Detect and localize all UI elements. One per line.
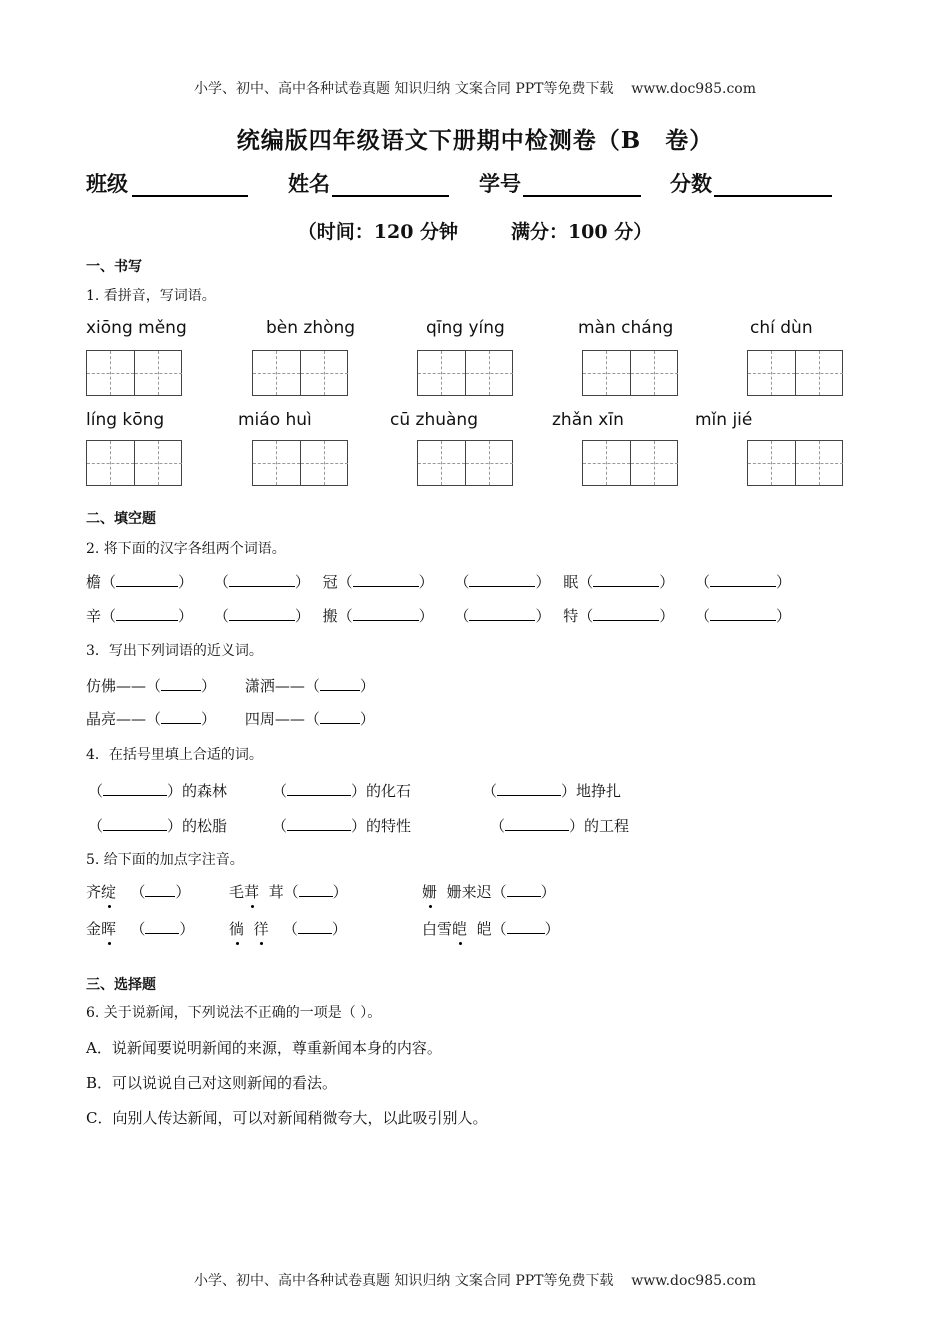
q5-item: 毛茸 茸（ ） [229, 883, 348, 901]
answer-blank[interactable] [229, 572, 295, 587]
writing-grid[interactable] [252, 350, 348, 396]
answer-blank[interactable] [161, 676, 201, 691]
q2-char: 特 [563, 607, 579, 625]
exam-title: 统编版四年级语文下册期中检测卷（B 卷） [236, 127, 714, 154]
pinyin-4: màn cháng [578, 318, 674, 338]
writing-grid[interactable] [417, 440, 513, 486]
writing-grid[interactable] [86, 350, 182, 396]
page-header: 小学、初中、高中各种试卷真题 知识归纳 文案合同 PPT等免费下载 www.doc985.com [193, 81, 756, 97]
q2-char: 眠 [563, 573, 579, 591]
q6-prompt: 6. 关于说新闻，下列说法不正确的一项是（ ）。 [86, 1005, 382, 1021]
pinyin-7: miáo huì [238, 410, 312, 430]
answer-blank[interactable] [145, 882, 175, 897]
pinyin-6: líng kōng [86, 410, 165, 430]
pinyin-2: bèn zhòng [266, 318, 356, 338]
answer-blank[interactable] [593, 572, 659, 587]
pinyin-10: mǐn jié [695, 410, 753, 430]
answer-blank[interactable] [710, 572, 776, 587]
q5-item: 徜 徉 （ ） [229, 920, 347, 938]
q3-prompt: 3．写出下列词语的近义词。 [86, 643, 263, 659]
answer-blank[interactable] [710, 606, 776, 621]
q2-prompt: 2. 将下面的汉字各组两个词语。 [86, 541, 286, 557]
answer-blank[interactable] [116, 606, 178, 621]
q5-prompt: 5. 给下面的加点字注音。 [86, 852, 244, 868]
number-label: 学号 [479, 172, 521, 196]
answer-blank[interactable] [593, 606, 659, 621]
q2-char: 搬 [322, 607, 338, 625]
q4-item: （ ）地挣扎 [482, 782, 622, 800]
q5-item: 齐绽 （ ） [86, 883, 191, 901]
score-field[interactable] [714, 195, 832, 197]
class-field[interactable] [132, 195, 248, 197]
time-score-line: （时间：120 分钟 满分：100 分） [297, 221, 653, 243]
pinyin-3: qīng yíng [426, 318, 505, 338]
section2-heading: 二、填空题 [86, 511, 156, 527]
q4-prompt: 4．在括号里填上合适的词。 [86, 747, 263, 763]
q1-prompt: 1. 看拼音，写词语。 [86, 288, 216, 304]
q3-word: 潇洒—— [244, 677, 305, 695]
page-footer: 小学、初中、高中各种试卷真题 知识归纳 文案合同 PPT等免费下载 www.doc985.com [193, 1273, 756, 1289]
q3-word: 仿佛—— [86, 677, 147, 695]
score-label: 分数 [670, 172, 712, 196]
answer-blank[interactable] [299, 882, 333, 897]
class-label: 班级 [86, 172, 128, 196]
answer-blank[interactable] [353, 572, 419, 587]
option-c[interactable]: C．向别人传达新闻，可以对新闻稍微夸大，以此吸引别人。 [86, 1109, 488, 1127]
q4-item: （ ）的森林 [88, 782, 228, 800]
q2-char: 冠 [322, 573, 338, 591]
q5-item: 白雪皑 皑（ ） [422, 920, 560, 938]
number-field[interactable] [523, 195, 641, 197]
writing-grid[interactable] [86, 440, 182, 486]
q3-word: 晶亮—— [86, 710, 147, 728]
answer-blank[interactable] [497, 781, 561, 796]
writing-grid[interactable] [582, 350, 678, 396]
answer-blank[interactable] [116, 572, 178, 587]
answer-blank[interactable] [145, 919, 179, 934]
answer-blank[interactable] [507, 919, 545, 934]
answer-blank[interactable] [287, 816, 351, 831]
q4-item: （ ）的工程 [490, 817, 630, 835]
answer-blank[interactable] [469, 572, 535, 587]
answer-blank[interactable] [507, 882, 541, 897]
name-field[interactable] [332, 195, 449, 197]
name-label: 姓名 [288, 172, 330, 196]
answer-blank[interactable] [161, 709, 201, 724]
answer-blank[interactable] [320, 709, 360, 724]
writing-grid[interactable] [417, 350, 513, 396]
q3-row-2: 晶亮——（ ） 四周——（ ） [86, 710, 375, 728]
answer-blank[interactable] [320, 676, 360, 691]
writing-grid[interactable] [747, 440, 843, 486]
answer-blank[interactable] [353, 606, 419, 621]
pinyin-1: xiōng měng [86, 318, 187, 338]
q2-row-1: 檐（ ） （ ） 冠（ ） （ ） 眠（ ） （ ） [86, 573, 792, 591]
answer-blank[interactable] [505, 816, 569, 831]
pinyin-9: zhǎn xīn [552, 410, 624, 430]
q4-item: （ ）的特性 [272, 817, 412, 835]
q3-row-1: 仿佛——（ ） 潇洒——（ ） [86, 677, 375, 695]
q4-item: （ ）的松脂 [88, 817, 228, 835]
answer-blank[interactable] [103, 781, 167, 796]
q5-item: 金晖 （ ） [86, 920, 195, 938]
answer-blank[interactable] [103, 816, 167, 831]
q2-row-2: 辛（ ） （ ） 搬（ ） （ ） 特（ ） （ ） [86, 607, 792, 625]
option-b[interactable]: B．可以说说自己对这则新闻的看法。 [86, 1074, 338, 1092]
answer-blank[interactable] [287, 781, 351, 796]
q2-char: 檐 [86, 573, 102, 591]
q5-item: 姗 姗来迟（ ） [422, 883, 556, 901]
q4-item: （ ）的化石 [272, 782, 412, 800]
pinyin-5: chí dùn [750, 318, 813, 338]
writing-grid[interactable] [582, 440, 678, 486]
option-a[interactable]: A．说新闻要说明新闻的来源，尊重新闻本身的内容。 [86, 1039, 442, 1057]
answer-blank[interactable] [298, 919, 332, 934]
answer-blank[interactable] [469, 606, 535, 621]
q3-word: 四周—— [244, 710, 305, 728]
section1-heading: 一、书写 [86, 259, 142, 275]
answer-blank[interactable] [229, 606, 295, 621]
pinyin-8: cū zhuàng [390, 410, 478, 430]
writing-grid[interactable] [252, 440, 348, 486]
section3-heading: 三、选择题 [86, 977, 156, 993]
q2-char: 辛 [86, 607, 102, 625]
writing-grid[interactable] [747, 350, 843, 396]
